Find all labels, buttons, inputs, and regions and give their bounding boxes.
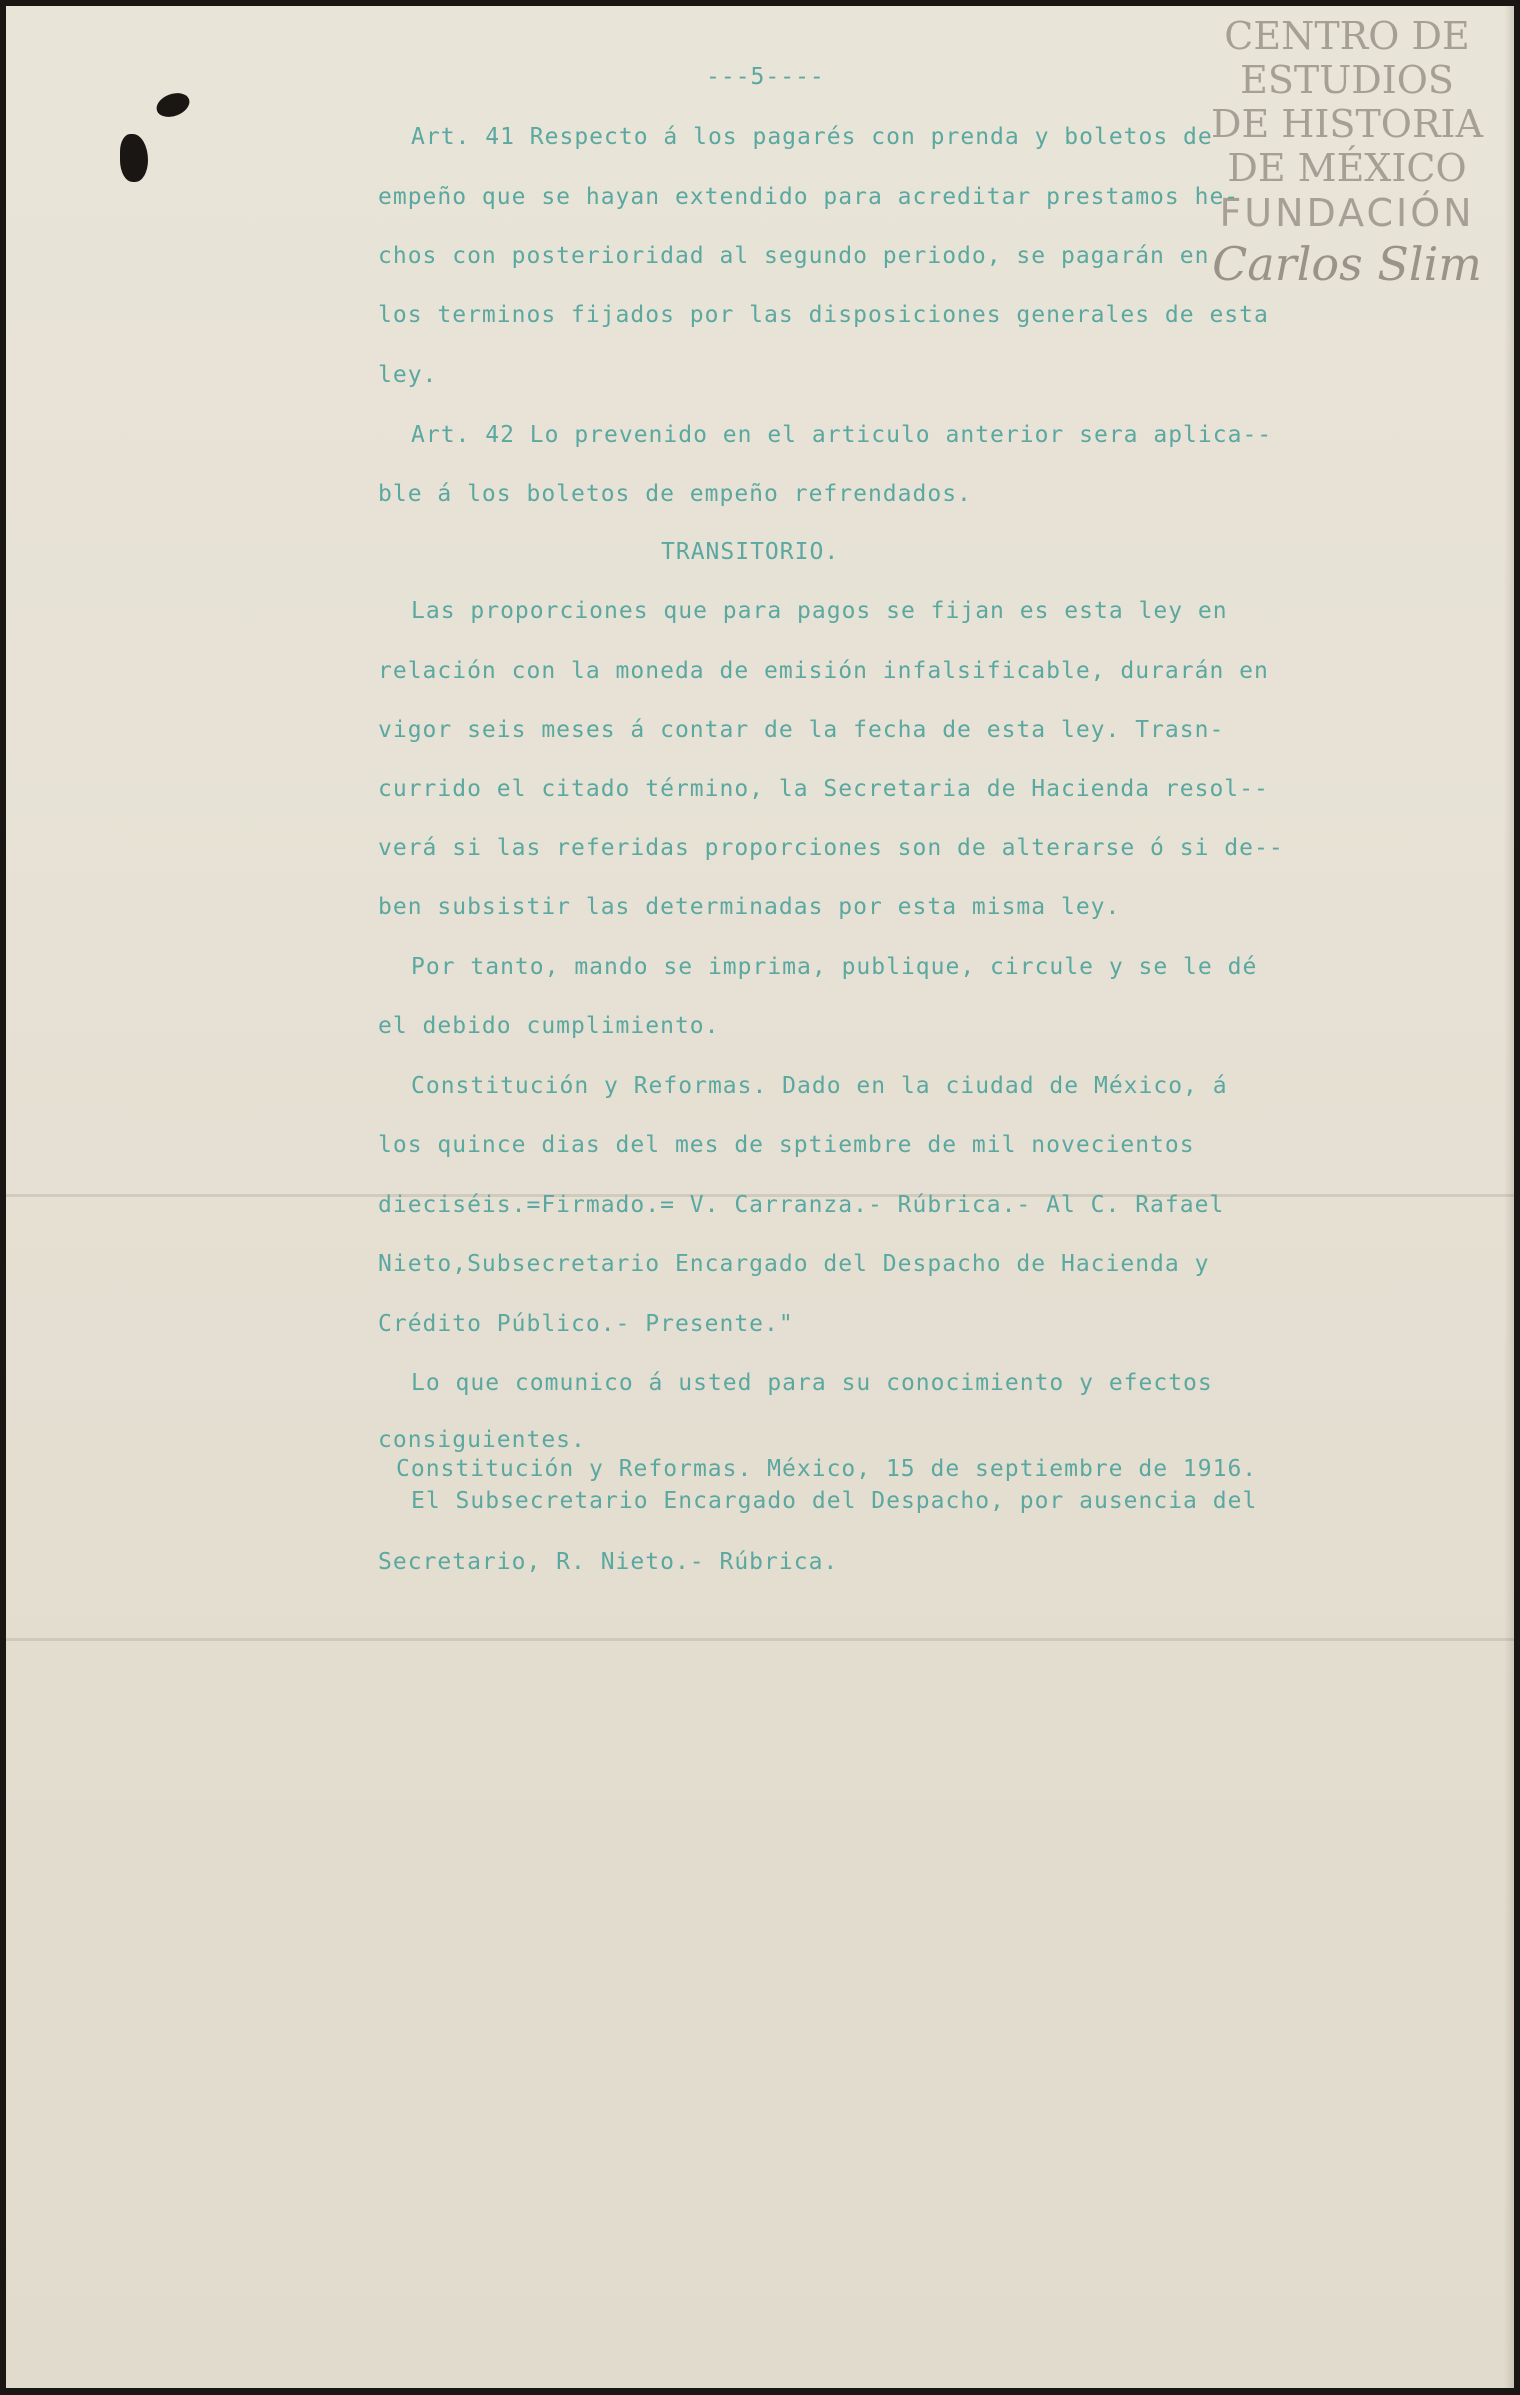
- watermark-line: DE HISTORIA: [1210, 102, 1484, 146]
- text-line: ben subsistir las determinadas por esta misma ley.: [378, 894, 1121, 920]
- text-line: Art. 41 Respecto á los pagarés con prenda y boletos de: [411, 124, 1213, 150]
- text-line: Nieto,Subsecretario Encargado del Despacho de Hacienda y: [378, 1251, 1210, 1277]
- watermark-line: ESTUDIOS: [1240, 58, 1454, 102]
- text-line: verá si las referidas proporciones son de alterarse ó si de--: [378, 835, 1284, 861]
- text-line: chos con posterioridad al segundo periodo, se pagarán en: [378, 243, 1210, 269]
- text-line: empeño que se hayan extendido para acreditar prestamos he-: [378, 184, 1240, 210]
- watermark-line: CENTRO DE: [1224, 14, 1470, 58]
- text-line: ble á los boletos de empeño refrendados.: [378, 481, 972, 507]
- signature-line: El Subsecretario Encargado del Despacho, por ausencia del: [411, 1488, 1258, 1514]
- text-line: Crédito Público.- Presente.": [378, 1311, 794, 1337]
- text-line: dieciséis.=Firmado.= V. Carranza.- Rúbrica.- Al C. Rafael: [378, 1192, 1225, 1218]
- paper-page: [6, 6, 1514, 2388]
- text-line: consiguientes.: [378, 1427, 586, 1453]
- typewritten-text: [6, 6, 1514, 2388]
- text-line: relación con la moneda de emisión infalsificable, durarán en: [378, 658, 1269, 684]
- watermark-line: DE MÉXICO: [1227, 146, 1467, 190]
- page-number: ---5----: [706, 64, 825, 90]
- text-line: vigor seis meses á contar de la fecha de esta ley. Trasn-: [378, 717, 1225, 743]
- text-line: ley.: [378, 362, 438, 388]
- text-line: el debido cumplimiento.: [378, 1013, 720, 1039]
- text-line: Lo que comunico á usted para su conocimiento y efectos: [411, 1370, 1213, 1396]
- text-line: currido el citado término, la Secretaria de Hacienda resol--: [378, 776, 1269, 802]
- watermark-foundation: FUNDACIÓN: [1219, 191, 1475, 235]
- text-line: los terminos fijados por las disposiciones generales de esta: [378, 302, 1269, 328]
- section-heading: TRANSITORIO.: [661, 539, 840, 565]
- text-line: Constitución y Reformas. Dado en la ciudad de México, á: [411, 1073, 1228, 1099]
- signature-line: Secretario, R. Nieto.- Rúbrica.: [378, 1549, 839, 1575]
- text-line: Por tanto, mando se imprima, publique, circule y se le dé: [411, 954, 1258, 980]
- text-line: Las proporciones que para pagos se fijan es esta ley en: [411, 598, 1228, 624]
- date-line: Constitución y Reformas. México, 15 de septiembre de 1916.: [396, 1456, 1258, 1482]
- watermark-signature: Carlos Slim: [1212, 237, 1482, 291]
- text-line: los quince dias del mes de sptiembre de mil novecientos: [378, 1132, 1195, 1158]
- text-line: Art. 42 Lo prevenido en el articulo anterior sera aplica--: [411, 422, 1273, 448]
